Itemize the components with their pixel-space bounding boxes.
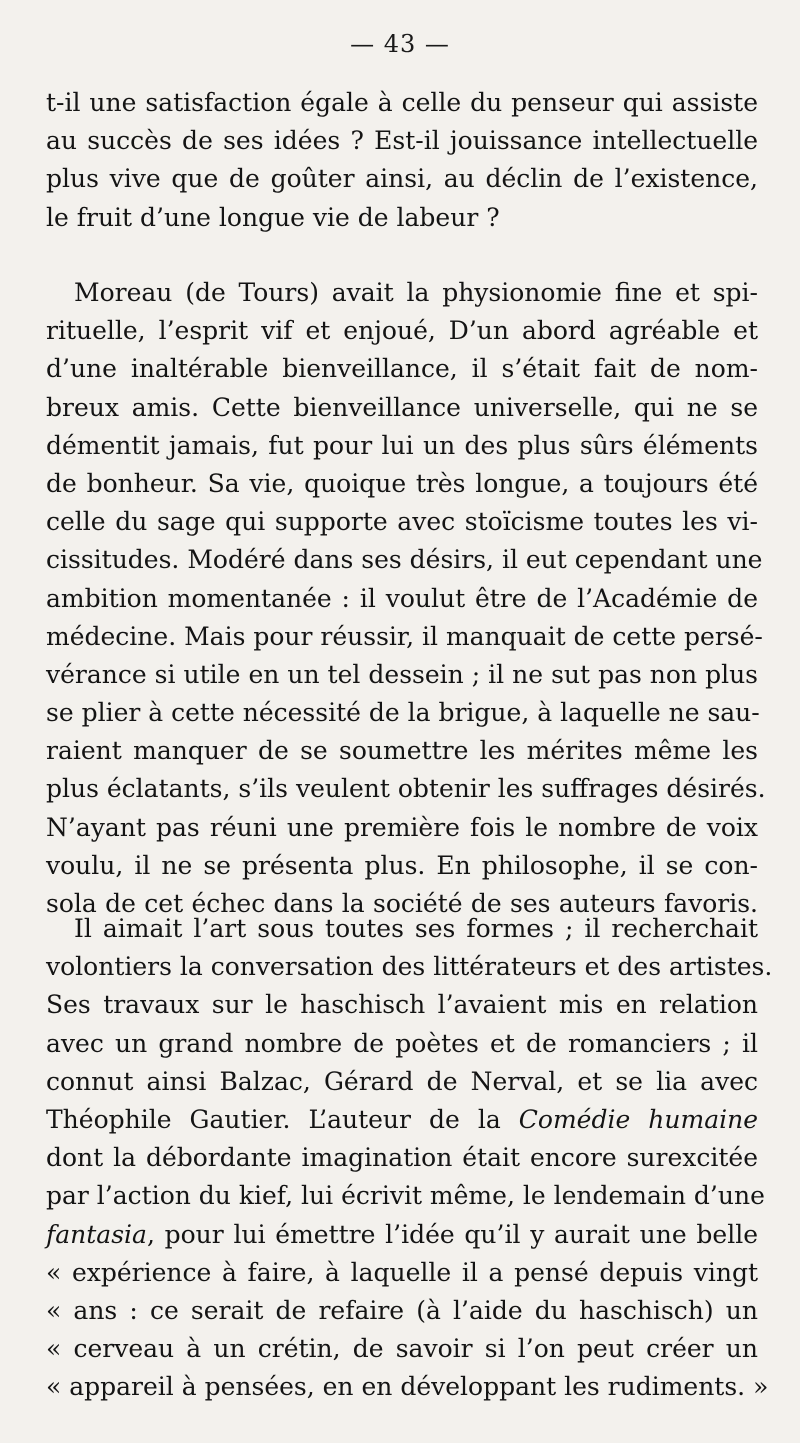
text-line: sola de cet échec dans la société de ses auteurs favoris. [46,889,758,918]
text-line: vérance si utile en un tel dessein ; il ne sut pas non plus [46,659,758,689]
text-line: volontiers la conversation des littérateurs et des artistes. [46,952,773,982]
text-line: ambition momentanée : il voulut être de l’Académie de [46,583,758,613]
text-line: Il aimait l’art sous toutes ses formes ; il recherchait [74,914,758,943]
text-line: voulu, il ne se présenta plus. En philosophe, il se con- [46,850,758,880]
text-line: plus éclatants, s’ils veulent obtenir les suffrages désirés. [46,774,766,804]
text-line: N’ayant pas réuni une première fois le nombre de voix [46,812,758,842]
text-line: plus vive que de goûter ainsi, au déclin de l’existence, [46,164,758,194]
page-number: — 43 — [350,30,450,58]
text-line: Théophile Gautier. L’auteur de la Comédie humaine [46,1104,758,1134]
text-line: Moreau (de Tours) avait la physionomie fine et spi- [74,278,758,307]
text-line: t-il une satisfaction égale à celle du penseur qui assiste [46,88,758,117]
text-line: d’une inaltérable bienveillance, il s’était fait de nom- [46,354,758,384]
text-line: fantasia, pour lui émettre l’idée qu’il y aurait une belle [46,1219,758,1249]
text-line: de bonheur. Sa vie, quoique très longue, a toujours été [46,468,758,498]
text-line: au succès de ses idées ? Est-il jouissance intellectuelle [46,126,758,156]
italic-title: Comédie humaine [518,1104,758,1134]
paragraph-art [46,910,773,1406]
text-line: rituelle, l’esprit vif et enjoué, D’un abord agréable et [46,316,758,346]
text-line: « ans : ce serait de refaire (à l’aide du haschisch) un [46,1295,758,1325]
text-line: dont la débordante imagination était encore surexcitée [46,1143,758,1173]
paragraph-continuation [46,84,758,237]
text-line: breux amis. Cette bienveillance universelle, qui ne se [46,392,758,422]
text-line: se plier à cette nécessité de la brigue, à laquelle ne sau- [46,698,760,728]
text-line: médecine. Mais pour réussir, il manquait de cette persé- [46,621,763,651]
paragraph-moreau [46,274,766,923]
text-line: cissitudes. Modéré dans ses désirs, il eut cependant une [46,545,763,575]
text-line: avec un grand nombre de poètes et de romanciers ; il [46,1028,758,1058]
text-line: connut ainsi Balzac, Gérard de Nerval, et se lia avec [46,1066,758,1096]
text-line: par l’action du kief, lui écrivit même, le lendemain d’une [46,1181,765,1211]
text-line: raient manquer de se soumettre les mérites même les [46,736,758,766]
text-line: le fruit d’une longue vie de labeur ? [46,202,500,232]
text-line: Ses travaux sur le haschisch l’avaient mis en relation [46,990,758,1020]
text-line: celle du sage qui supporte avec stoïcisme toutes les vi- [46,507,758,537]
text-line: « appareil à pensées, en en développant les rudiments. » [46,1372,769,1402]
text-line: « cerveau à un crétin, de savoir si l’on peut créer un [46,1334,758,1364]
italic-word: fantasia [46,1219,147,1249]
text-line: « expérience à faire, à laquelle il a pensé depuis vingt [46,1257,758,1287]
text-line: démentit jamais, fut pour lui un des plus sûrs éléments [46,430,758,460]
